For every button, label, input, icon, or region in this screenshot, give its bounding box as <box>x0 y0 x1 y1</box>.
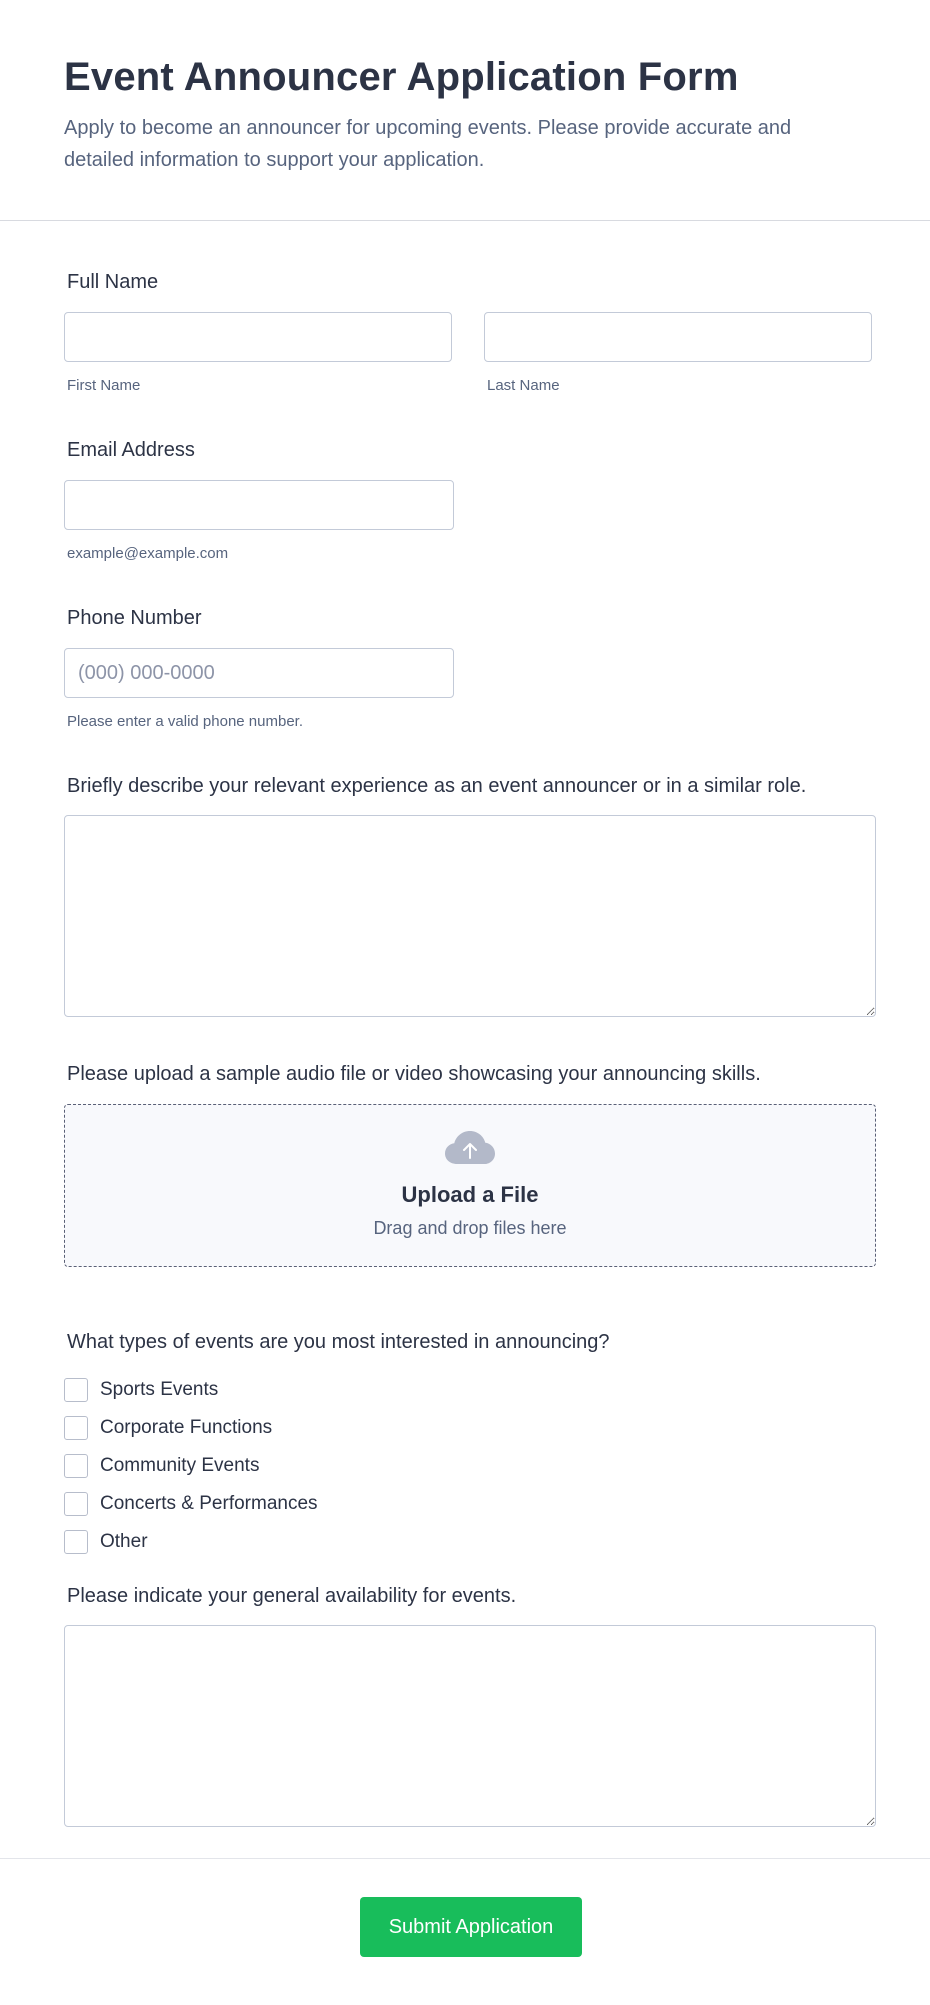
event-types-label: What types of events are you most interested in announcing? <box>67 1331 610 1353</box>
availability-field <box>64 1583 876 1832</box>
upload-title: Upload a File <box>401 1182 539 1207</box>
checkbox-option[interactable] <box>64 1409 876 1447</box>
full-name-label: Full Name <box>67 271 159 293</box>
upload-subtitle: Drag and drop files here <box>373 1218 567 1238</box>
checkbox-label: Other <box>100 1531 148 1552</box>
experience-textarea[interactable] <box>64 815 876 1017</box>
experience-label: Briefly describe your relevant experience as an event announcer or in a similar role. <box>67 775 807 797</box>
first-name-input[interactable] <box>64 312 452 362</box>
email-sublabel: example@example.com <box>67 545 229 562</box>
checkbox-option[interactable] <box>64 1371 876 1409</box>
last-name-input[interactable] <box>484 312 872 362</box>
experience-field <box>64 773 876 1022</box>
checkbox[interactable] <box>64 1530 88 1554</box>
checkbox-option[interactable] <box>64 1485 876 1523</box>
form-header <box>0 0 930 221</box>
email-field <box>64 437 876 563</box>
phone-sublabel: Please enter a valid phone number. <box>67 713 303 730</box>
event-types-list <box>64 1371 876 1561</box>
checkbox-option[interactable] <box>64 1447 876 1485</box>
event-types-field <box>64 1329 876 1561</box>
first-name-sublabel: First Name <box>67 377 141 394</box>
cloud-upload-icon <box>445 1131 495 1165</box>
upload-field <box>64 1061 876 1267</box>
upload-label: Please upload a sample audio file or video showcasing your announcing skills. <box>67 1063 761 1085</box>
checkbox[interactable] <box>64 1378 88 1402</box>
checkbox[interactable] <box>64 1416 88 1440</box>
checkbox-label: Community Events <box>100 1455 260 1476</box>
checkbox-label: Sports Events <box>100 1379 219 1400</box>
form-footer <box>0 1858 930 2005</box>
phone-field <box>64 605 876 731</box>
checkbox-label: Corporate Functions <box>100 1417 273 1438</box>
availability-label: Please indicate your general availability for events. <box>67 1585 517 1607</box>
full-name-row <box>64 312 876 395</box>
email-input[interactable] <box>64 480 454 530</box>
checkbox-option[interactable] <box>64 1523 876 1561</box>
email-label: Email Address <box>67 439 195 461</box>
availability-textarea[interactable] <box>64 1625 876 1827</box>
checkbox[interactable] <box>64 1454 88 1478</box>
form-title: Event Announcer Application Form <box>64 55 739 99</box>
last-name-col <box>484 312 874 395</box>
phone-input[interactable] <box>64 648 454 698</box>
phone-label: Phone Number <box>67 607 202 629</box>
form-subtitle: Apply to become an announcer for upcoming events. Please provide accurate and detailed information to support your application. <box>64 117 792 171</box>
full-name-field <box>64 269 876 395</box>
checkbox[interactable] <box>64 1492 88 1516</box>
first-name-col <box>64 312 454 395</box>
upload-dropzone[interactable] <box>64 1104 876 1267</box>
checkbox-label: Concerts & Performances <box>100 1493 318 1514</box>
submit-button[interactable]: Submit Application <box>360 1897 582 1957</box>
last-name-sublabel: Last Name <box>487 377 560 394</box>
